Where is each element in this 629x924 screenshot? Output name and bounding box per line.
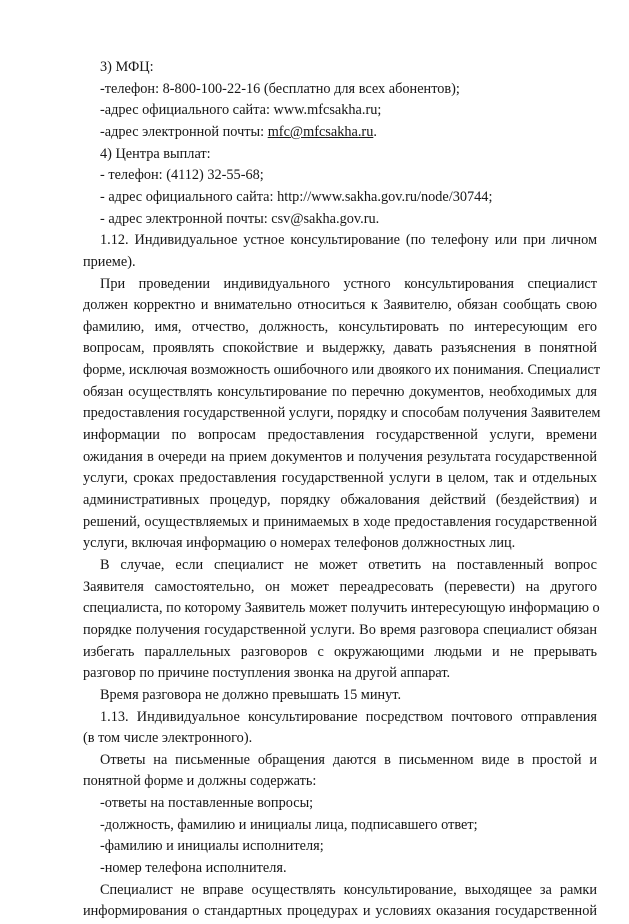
text-line: 1.13. Индивидуальное консультирование посредством почтового отправления xyxy=(100,709,597,725)
text-line: -телефон: 8-800-100-22-16 (бесплатно для всех абонентов); xyxy=(100,81,460,97)
text-line: обязан осуществлять консультирование по перечню документов, необходимых для xyxy=(83,384,597,400)
text-line: В случае, если специалист не может ответить на поставленный вопрос xyxy=(100,557,597,573)
text-line xyxy=(100,120,597,144)
text-line: 4) Центра выплат: xyxy=(100,146,211,162)
text-line: - адрес электронной почты: csv@sakha.gov.ru. xyxy=(100,211,380,227)
text-line: избегать параллельных разговоров с окружающими людьми и не прерывать xyxy=(83,644,597,660)
text-line: форме, исключая возможность ошибочного или двоякого их понимания. Специалист xyxy=(83,362,601,378)
text-line: предоставления государственной услуги, порядку и способам получения Заявителем xyxy=(83,405,601,421)
text-line: - адрес официального сайта: http://www.sakha.gov.ru/node/30744; xyxy=(100,189,493,205)
text-line: -фамилию и инициалы исполнителя; xyxy=(100,838,324,854)
text-line: должен корректно и внимательно относиться к Заявителю, обязан сообщать свою xyxy=(83,297,597,313)
text-line: - телефон: (4112) 32-55-68; xyxy=(100,167,264,183)
text-line: -адрес официального сайта: www.mfcsakha.ru; xyxy=(100,102,382,118)
text-line: Заявителя самостоятельно, он может переадресовать (перевести) на другого xyxy=(83,579,597,595)
text-line: услуги, сроках предоставления государственной услуги в целом, так и отдельных xyxy=(83,470,597,486)
text-line: понятной форме и должны содержать: xyxy=(83,773,317,789)
text-line: 1.12. Индивидуальное устное консультирование (по телефону или при личном xyxy=(100,232,597,248)
text-line: Ответы на письменные обращения даются в письменном виде в простой и xyxy=(100,752,597,768)
text-line: -номер телефона исполнителя. xyxy=(100,860,287,876)
text-line: порядке получения государственной услуги. Во время разговора специалист обязан xyxy=(83,622,597,638)
text-line: специалиста, по которому Заявитель может получить интересующую информацию о xyxy=(83,600,600,616)
line-text: -адрес электронной почты: xyxy=(100,124,268,140)
text-line: При проведении индивидуального устного консультирования специалист xyxy=(100,276,597,292)
text-line: -должность, фамилию и инициалы лица, подписавшего ответ; xyxy=(100,817,478,833)
text-line: (в том числе электронного). xyxy=(83,730,253,746)
email-link[interactable]: mfc@mfcsakha.ru xyxy=(267,124,374,140)
text-line: решений, осуществляемых и принимаемых в ходе предоставления государственной xyxy=(83,514,597,530)
text-line: административных процедур, порядку обжалования действий (бездействия) и xyxy=(83,492,597,508)
text-line: вопросам, проявлять спокойствие и выдержку, давать разъяснения в понятной xyxy=(83,340,597,356)
text-line: разговор по причине поступления звонка на другой аппарат. xyxy=(83,665,451,681)
text-line: 3) МФЦ: xyxy=(100,59,154,75)
text-line: фамилию, имя, отчество, должность, консультировать по интересующим его xyxy=(83,319,597,335)
text-line: ожидания в очереди на прием документов и получения результата государственной xyxy=(83,449,597,465)
text-line: информации по вопросам предоставления государственной услуги, времени xyxy=(83,427,597,443)
line-text: . xyxy=(373,124,377,140)
text-line: Специалист не вправе осуществлять консультирование, выходящее за рамки xyxy=(100,882,597,898)
text-line: приеме). xyxy=(83,254,136,270)
text-line: информирования о стандартных процедурах и условиях оказания государственной xyxy=(83,903,597,919)
text-line: -ответы на поставленные вопросы; xyxy=(100,795,314,811)
text-line: услуги, включая информацию о номерах телефонов должностных лиц. xyxy=(83,535,516,551)
text-line: Время разговора не должно превышать 15 минут. xyxy=(100,687,402,703)
